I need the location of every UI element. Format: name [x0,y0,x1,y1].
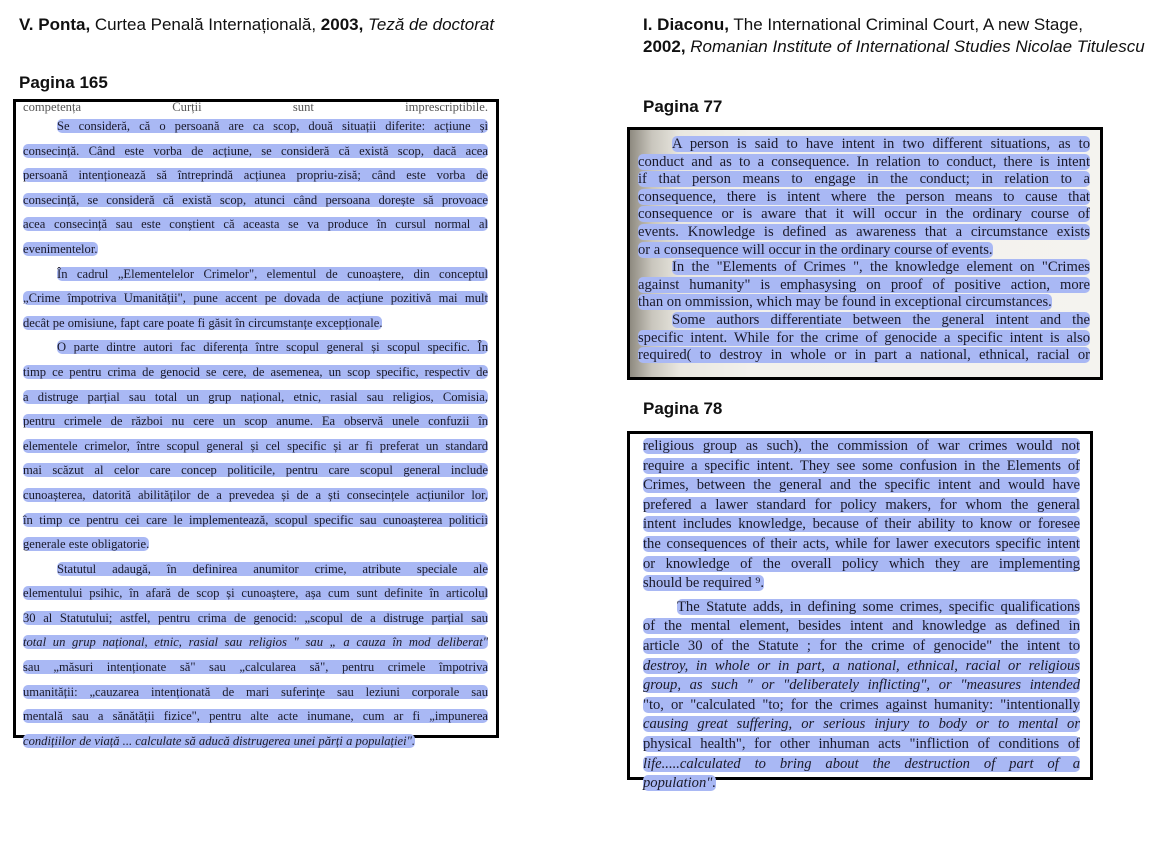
highlighted-text: causing great suffering, or serious injury to body or to mental or [643,716,1080,733]
highlighted-text: evenimentelor. [23,241,98,256]
highlighted-text: a distruge parțial sau total un grup național, etnic, rasial sau religios, Comisia, [23,389,488,404]
scan-line [23,237,488,262]
highlighted-text: mai scăzut al celor care concep politicile, pentru care scopul general include [23,463,488,478]
highlighted-text: The Statute adds, in defining some crimes, specific qualifications [677,598,1080,615]
highlighted-text: În cadrul „Elementelelor Crimelor", elementul de cunoaștere, din conceptul [57,266,488,281]
highlighted-text: prefered a lawer standard for policy makers, for whom the general [643,496,1080,513]
highlighted-text: sau „măsuri intenționate să" sau „calcularea să", pentru crimele împotriva [23,660,488,675]
scan-line [643,715,1080,735]
scan-line: competența Curții sunt imprescriptibile. [23,100,488,114]
highlighted-text: decât pe omisiune, fapt care poate fi găsit în circumstanțe excepționale. [23,315,383,330]
scan-line [23,163,488,188]
scan-line [23,606,488,631]
highlighted-text: require a specific intent. They see some confusion in the Elements of [643,457,1080,474]
scan-line [23,335,488,360]
left-source-citation [19,14,599,36]
highlighted-text: In the "Elements of Crimes ", the knowledge element on "Crimes [672,259,1090,276]
highlighted-text: life.....calculated to bring about the destruction of part of a [643,755,1080,772]
scan-line [23,729,488,754]
scan-line [23,212,488,237]
scan-line [638,259,1090,277]
scan-page-77 [627,127,1103,380]
highlighted-text: physical health", for other inhuman acts "infliction of conditions of [643,735,1080,752]
scan-line [638,277,1090,295]
highlighted-text: if that person means to engage in the conduct; in relation to a [638,171,1090,188]
scan-line [638,171,1090,189]
scan-line [23,188,488,213]
highlighted-text: Statutul adaugă, în definirea anumitor crime, atribute speciale ale [57,561,488,576]
highlighted-text: specific intent. While for the crime of genocide a specific intent is also [638,329,1090,346]
scan-line [638,330,1090,348]
highlighted-text: of the mental element, besides intent and knowledge as defined in [643,618,1080,635]
left-source-year: 2003, [320,15,364,34]
highlighted-text: conduct and as to a consequence. In relation to conduct, there is intent [638,153,1090,170]
highlighted-text: 30 al Statutului; astfel, pentru crima de genocid: „scopul de a distruge parțial sau [23,610,488,625]
highlighted-text: article 30 of the Statute ; for the crime of genocide" the intent to [643,637,1080,654]
scan-line [638,242,1090,260]
highlighted-text: Se consideră, că o persoană are ca scop, două situații diferite: acțiune și [57,119,488,133]
highlighted-text: persoană intenționează să întreprindă acțiunea propriu-zisă; când este vorba de [23,168,488,183]
left-source-work: Curtea Penală Internațională, [90,15,321,34]
scan-line [643,437,1080,457]
scan-line [23,508,488,533]
left-source-author: V. Ponta, [19,15,91,34]
right-source-citation [643,14,1148,58]
scan-line [23,311,488,336]
scan-line [23,458,488,483]
highlighted-text: "to, or "calculated "to; for the crimes against humanity: "intentionally [643,696,1080,713]
scan-line [643,755,1080,775]
highlighted-text: the consequences of their acts, while for lawer executors specific intent [643,535,1080,552]
scan-line [643,496,1080,516]
highlighted-text: religious group as such), the commission of war crimes would not [643,438,1080,454]
scan-line [23,139,488,164]
highlighted-text: mentală sau a sănătății fizice", pentru alte acte inumane, cum ar fi „impunerea [23,709,488,724]
highlighted-text: elementului psihic, în afară de scop și cunoaștere, așa cum sunt definite în articolul [23,586,488,601]
scan-line [638,347,1090,365]
scan-line [23,262,488,287]
scan-line [23,286,488,311]
scan-line [643,774,1080,792]
scan-line [638,312,1090,330]
highlighted-text: acea consecință sau este conștient că aceasta se va produce în cursul normal al [23,217,488,232]
highlighted-text: în timp ce pentru cei care le implementează, scopul specific sau cunoașterea politicii [23,512,488,527]
scan-line [643,598,1080,618]
highlighted-text: umanității: „cauzarea intenționată de mari suferințe sau leziuni corporale sau [23,684,488,699]
right-source-author: I. Diaconu, [643,15,729,34]
scan-line [638,294,1090,312]
scan-line [643,617,1080,637]
highlighted-text: against humanity" is emphasysing on proof of positive action, more [638,276,1090,293]
highlighted-text: elementele crimelor, între scopul general și cel specific și ar fi preferat un standard [23,438,488,453]
scan-line [23,434,488,459]
scan-line [638,189,1090,207]
highlighted-text: required( to destroy in whole or in part a national, ethnical, racial or [638,347,1090,364]
highlighted-text: destroy, in whole or in part, a national, ethnical, racial or religious [643,657,1080,674]
scan-line [638,224,1090,242]
scan-line [23,409,488,434]
scan-line [23,360,488,385]
highlighted-text: consecință. Când este vorba de acțiune, se consideră că există scop, dacă acea [23,143,488,158]
highlighted-text: intent includes knowledge, because of their ability to know or foresee [643,516,1080,533]
highlighted-text: should be required ⁹. [643,575,764,592]
highlighted-text: condițiilor de viață ... calculate să aducă distrugerea unei părți a populației". [23,733,416,748]
right-source-year: 2002, [643,37,686,56]
left-source-note: Teză de doctorat [363,15,495,34]
highlighted-text: A person is said to have intent in two different situations, as to [672,136,1090,152]
scan-line [643,657,1080,677]
scan-line [23,557,488,582]
scan-line [643,535,1080,555]
left-page-label: Pagina 165 [19,73,108,92]
scan-line [23,385,488,410]
highlighted-text: or a consequence will occur in the ordinary course of events. [638,241,993,258]
scan-line [643,735,1080,755]
highlighted-text: or knowledge of the overall policy which they are implementing [643,555,1080,572]
right-page-label-78: Pagina 78 [643,399,723,418]
scan-line [23,655,488,680]
scan-line [638,154,1090,172]
highlighted-text: O parte dintre autori fac diferența între scopul general și scopul specific. În [57,340,488,355]
highlighted-text: total un grup național, etnic, rasial sau religios " sau „ a cauza în mod deliberat" [23,635,488,650]
scan-line [23,483,488,508]
scan-line [643,696,1080,716]
scan-line [643,457,1080,477]
scan-line [643,574,1080,594]
scan-line [643,515,1080,535]
scan-page-78 [627,431,1093,792]
highlighted-text: generale este obligatorie. [23,537,150,552]
highlighted-text: pentru crimele de război nu cere un scop anume. Ea observă unele confuzii în [23,414,488,429]
scan-line [643,476,1080,496]
highlighted-text: population". [643,775,717,792]
scan-line [23,581,488,606]
highlighted-text: Crimes, between the general and the specific intent and would have [643,477,1080,494]
highlighted-text: than on ommission, which may be found in exceptional circumstances. [638,294,1052,311]
scan-line [643,555,1080,575]
scan-line [23,114,488,139]
highlighted-text: consequence, there is intent where the person means to cause that [638,188,1090,205]
scan-line [23,680,488,705]
scan-line [23,704,488,729]
highlighted-text: consecință, se consideră că există scop, atunci când persoana dorește să provoace [23,192,488,207]
highlighted-text: „Crime împotriva Umanității", pune accent pe dovada de acțiune pozitivă mai mult [23,291,488,306]
scan-line [23,532,488,557]
highlighted-text: timp ce pentru crima de genocid se cere, de asemenea, un scop specific, respectiv de [23,364,488,379]
right-source-note: Romanian Institute of International Studies Nicolae Titulescu [685,37,1145,56]
highlighted-text: events. Knowledge is defined as awareness that a circumstance exists [638,223,1090,240]
scan-line [643,637,1080,657]
highlighted-text: Some authors differentiate between the general intent and the [672,311,1090,328]
highlighted-text: consequence or is aware that it will occur in the ordinary course of [638,206,1090,223]
scan-line [638,206,1090,224]
scan-line [643,676,1080,696]
highlighted-text: cunoașterea, datorită abilităților de a prevedea și de a ști consecințele acțiunilor lor, [23,487,488,502]
highlighted-text: group, as such " or "deliberately inflicting", or "measures intended [643,677,1080,694]
scan-line [638,136,1090,154]
scan-line [23,630,488,655]
scan-page-165 [13,99,499,748]
right-page-label-77: Pagina 77 [643,97,723,116]
right-source-work: The International Criminal Court, A new Stage, [728,15,1084,34]
